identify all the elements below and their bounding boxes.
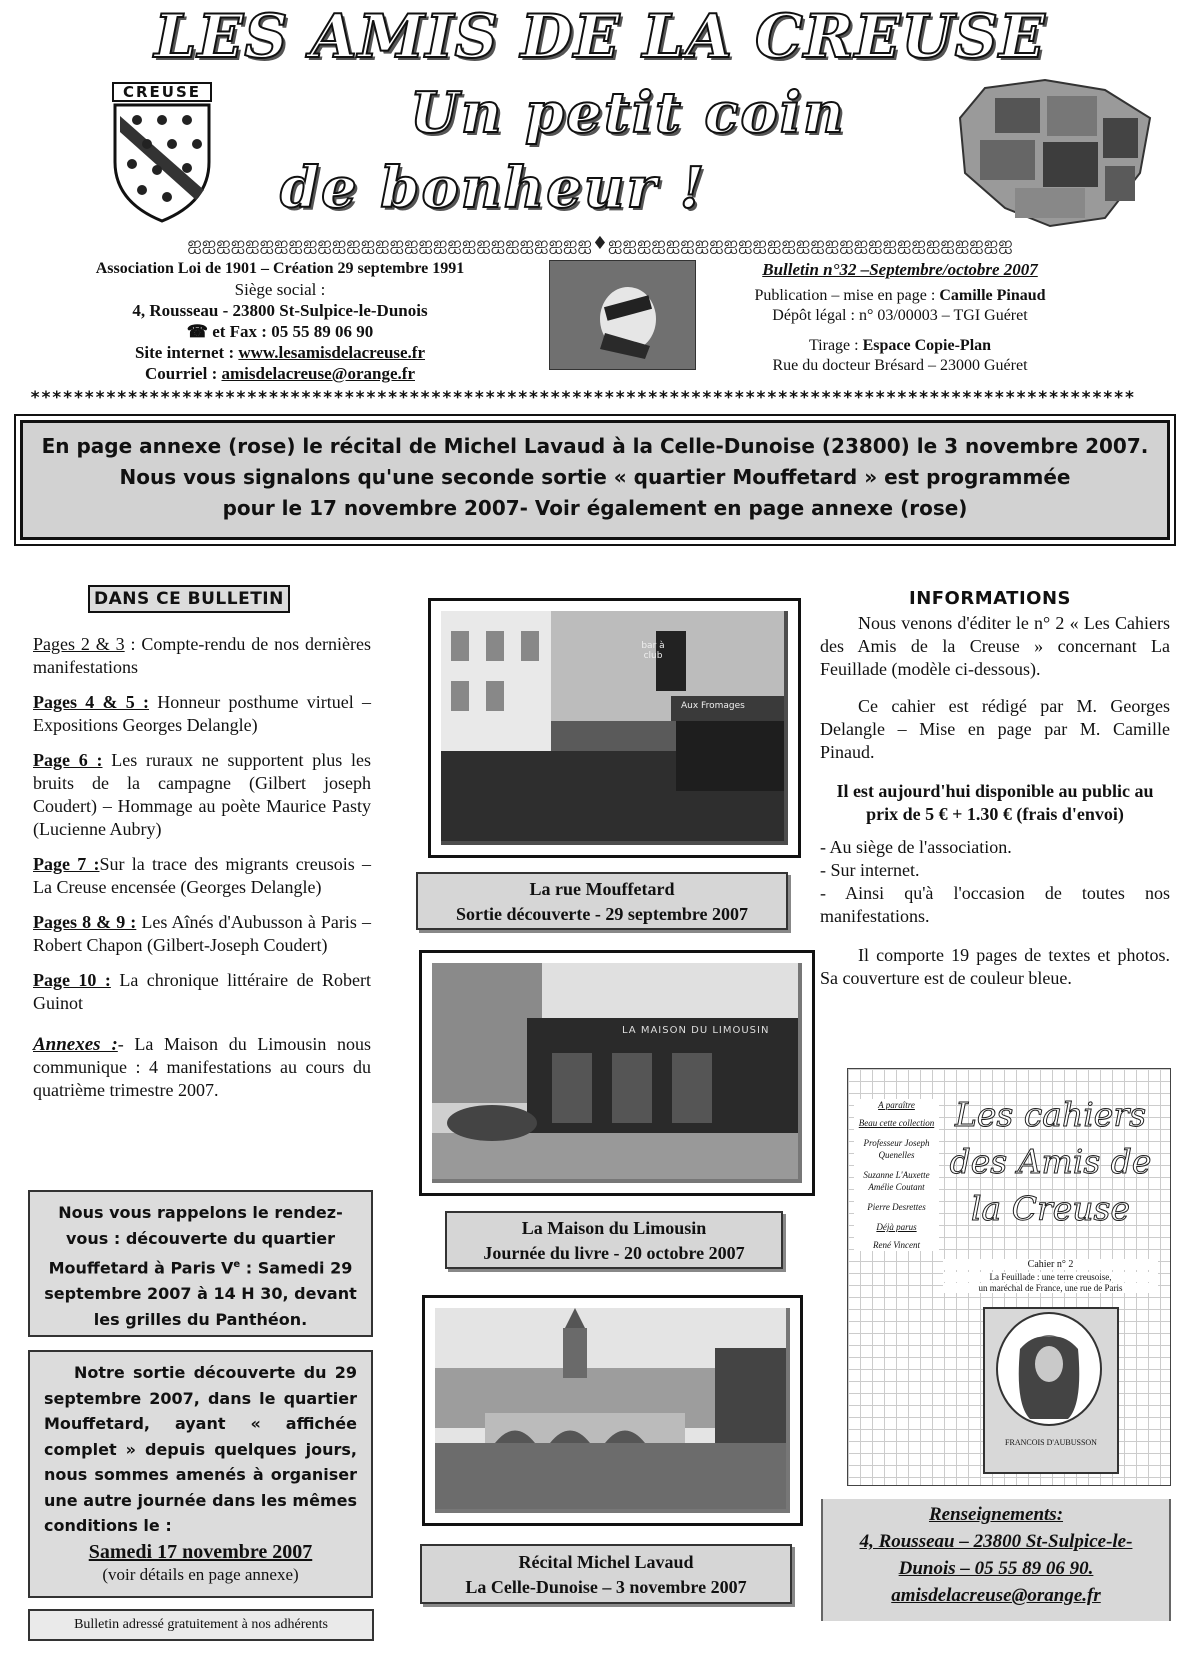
portrait-engraving-image [985,1309,1113,1429]
publication-line [715,286,1085,306]
toc-item [33,633,371,679]
sortie-text: Notre sortie découverte du 29 septembre 2007, dans le quartier Mouffetard, ayant « affichée complet » depuis quelques jours, nous sommes amenés à organiser une autre journée dans les mêmes conditions le : [44,1363,357,1535]
toc-title: DANS CE BULLETIN [88,585,290,613]
cahier-side-item: Suzanne L'Auxette Amélie Coutant [863,1170,930,1192]
photo-mouffetard [428,598,801,858]
association-info [40,258,520,384]
toc-list [33,633,371,1114]
annexes-text: - La Maison du Limousin nous communique : 4 manifestations au cours du quatrième trimestre 2007. [33,1034,371,1100]
announcement-line2: Nous vous signalons qu'une seconde sortie « quartier Mouffetard » est programmée [119,465,1071,489]
caption-maison-limousin-title: La Maison du Limousin [521,1218,707,1238]
slogan-line1: Un petit coin [410,80,846,146]
building-scene-image [432,963,798,1179]
site-link[interactable]: www.lesamisdelacreuse.fr [238,343,426,362]
site-label: Site internet : [134,343,239,362]
bulletin-info [715,260,1085,376]
portrait-caption: FRANCOIS D'AUBUSSON [1005,1438,1097,1447]
fleur-de-lys-shield-icon [112,102,212,224]
announcement-box [20,420,1170,540]
hat-image [550,261,695,369]
cahier-portrait [983,1307,1119,1474]
fromages-sign: Aux Fromages [681,701,745,711]
info-title: INFORMATIONS [909,588,1071,609]
ornament-divider: ஐஐஐஐஐஐஐஐஐஐஐஐஐஐஐஐஐஐஐஐஐஐஐஐஐஐஐஐ♦ஐஐஐஐஐஐஐஐஐஐஐஐஐஐஐஐஐஐஐஐஐஐஐஐஐஐஐஐ [187,233,1013,254]
rappel-text-after: : Samedi 29 septembre 2007 à 14 H 30, devant les grilles du Panthéon. [44,1258,357,1330]
tirage-address: Rue du docteur Brésard – 23000 Guéret [772,357,1028,374]
info-list-item: - Ainsi qu'à l'occasion de toutes nos manifestations. [820,883,1170,926]
toc-item-label[interactable]: Page 7 : [33,854,100,874]
renseignements-title: Renseignements: [928,1504,1064,1525]
slogan-line2: de bonheur ! [280,155,707,221]
caption-celle-dunoise [420,1544,792,1604]
bar-sign: bar à club [641,641,665,661]
info-list-item: - Sur internet. [820,860,920,880]
mail-link[interactable]: amisdelacreuse@orange.fr [221,364,415,383]
toc-item [33,911,371,957]
association-line1: Association Loi de 1901 – Création 29 septembre 1991 [95,260,465,277]
cahier-side-item: René Vincent [872,1240,921,1250]
renseignements-line1: 4, Rousseau – 23800 St-Sulpice-le- [859,1531,1133,1552]
bridge-scene-image [435,1308,786,1509]
info-paragraph-4: Il comporte 19 pages de textes et photos. Sa couverture est de couleur bleue. [820,945,1170,988]
toc-item-label[interactable]: Page 6 : [33,750,103,770]
crest-label: CREUSE [112,82,212,102]
toc-item-text: Sur la trace des migrants creusois – La Creuse encensée (Georges Delangle) [33,854,371,897]
info-paragraph-3: Il est aujourd'hui disponible au public au prix de 5 € + 1.30 € (frais d'envoi) [836,781,1154,824]
announcement-line1: En page annexe (rose) le récital de Michel Lavaud à la Celle-Dunoise (23800) le 3 novembre 2007. [41,434,1149,458]
association-address: 4, Rousseau - 23800 St-Sulpice-le-Dunois [132,301,428,320]
toc-item-text: Les Aînés d'Aubusson à Paris – Robert Chapon (Gilbert-Joseph Coudert) [33,912,371,955]
bulletin-number: Bulletin n°32 –Septembre/octobre 2007 [762,260,1038,279]
rappel-box [28,1190,373,1337]
cahier-side-item: A paraître [878,1100,915,1110]
hat-photo [549,260,696,370]
cahier-side-item: Beau cette collection [858,1118,935,1128]
toc-item-text: : Compte-rendu de nos dernières manifestations [33,634,372,677]
photo-maison-limousin-image [432,963,802,1183]
photo-maison-limousin [419,950,815,1196]
cahier-number: Cahier n° 2 [943,1259,1158,1270]
toc-item-label[interactable]: Page 10 : [33,970,111,990]
info-list-item: - Au siège de l'association. [820,837,1012,857]
photo-celle-dunoise [422,1295,803,1526]
stars-divider: ****************************************************************************************************** [30,388,1136,408]
info-paragraph-1: Nous venons d'éditer le n° 2 « Les Cahiers des Amis de la Creuse » concernant La Feuillade (modèle ci-dessous). [820,613,1170,679]
depot-legal: Dépôt légal : n° 03/00003 – TGI Guéret [772,307,1028,324]
mail-label: Courriel : [145,364,222,383]
announcement-line3: pour le 17 novembre 2007- Voir également en page annexe (rose) [222,496,968,520]
street-scene-image [441,611,784,841]
renseignements-line2: Dunois – 05 55 89 06 90. [898,1558,1094,1579]
caption-celle-dunoise-subtitle: La Celle-Dunoise – 3 novembre 2007 [465,1577,747,1597]
caption-mouffetard [416,872,788,930]
cahier-title: Les cahiers des Amis de la Creuse [949,1095,1152,1228]
toc-item [33,691,371,737]
toc-item-text: Les ruraux ne supportent plus les bruits de la campagne (Gilbert joseph Coudert) – Hommage au poète Maurice Pasty (Lucienne Aubry) [33,750,371,839]
sortie-box [28,1350,373,1598]
toc-item [33,853,371,899]
photo-celle-dunoise-image [435,1308,790,1513]
photo-mouffetard-image [441,611,788,845]
tirage-label: Tirage : [808,337,863,354]
info-list [820,836,1170,928]
toc-item-text: La chronique littéraire de Robert Guinot [33,970,371,1013]
renseignements-email[interactable]: amisdelacreuse@orange.fr [891,1585,1101,1606]
tirage-line [715,336,1085,356]
annexes-label[interactable]: Annexes : [33,1034,118,1055]
caption-mouffetard-subtitle: Sortie découverte - 29 septembre 2007 [455,904,749,924]
cahier-sidebar [854,1099,939,1251]
maison-sign: LA MAISON DU LIMOUSIN [622,1025,770,1036]
renseignements-box [821,1499,1171,1621]
cahier-subtitle1: La Feuillade : une terre creusoise, [943,1272,1158,1282]
association-site [40,342,520,363]
toc-item-label[interactable]: Pages 4 & 5 : [33,692,150,712]
info-body [820,612,1170,1000]
toc-item [33,969,371,1015]
association-phone: ☎ et Fax : 05 55 89 06 90 [186,322,374,341]
footer-note-box: Bulletin adressé gratuitement à nos adhérents [28,1609,374,1641]
toc-item-text: Honneur posthume virtuel –Expositions Georges Delangle) [33,692,372,735]
cahier-subtitle2: un maréchal de France, une rue de Paris [943,1283,1158,1293]
cahier-side-item: Professeur Joseph Quenelles [863,1138,930,1160]
association-mail [40,363,520,384]
tirage-name: Espace Copie-Plan [862,337,992,354]
caption-maison-limousin [445,1211,783,1269]
masthead-title: LES AMIS DE LA CREUSE [154,2,1046,72]
publication-name: Camille Pinaud [939,287,1046,304]
creuse-map-collage [955,78,1155,228]
cahier-cover [847,1068,1171,1486]
toc-item-label[interactable]: Pages 8 & 9 : [33,912,137,932]
sortie-note: (voir détails en page annexe) [102,1564,299,1584]
info-paragraph-2: Ce cahier est rédigé par M. Georges Delangle – Mise en page par M. Camille Pinaud. [820,696,1170,762]
rappel-superscript: e [233,1259,241,1270]
toc-annexes [33,1033,371,1102]
rappel-text-before: Nous vous rappelons le rendez-vous : découverte du quartier Mouffetard à Paris V [48,1203,343,1278]
publication-label: Publication – mise en page : [754,287,940,304]
toc-item [33,749,371,841]
cahier-side-item: Déjà parus [876,1222,917,1232]
association-line2: Siège social : [234,280,326,299]
toc-item-label[interactable]: Pages 2 & 3 [33,634,125,654]
creuse-crest [112,82,212,222]
cahier-side-item: Pierre Desrettes [867,1202,926,1212]
caption-maison-limousin-subtitle: Journée du livre - 20 octobre 2007 [483,1243,745,1263]
caption-mouffetard-title: La rue Mouffetard [529,879,675,899]
caption-celle-dunoise-title: Récital Michel Lavaud [518,1552,694,1572]
sortie-date: Samedi 17 novembre 2007 [88,1540,313,1563]
